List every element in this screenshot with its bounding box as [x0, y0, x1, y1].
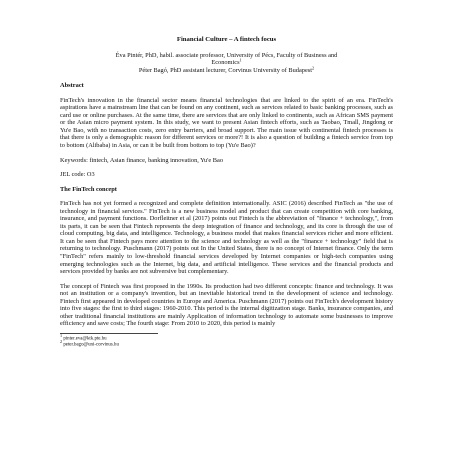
footnote-email: pinter.eva@ktk.pte.hu — [63, 336, 107, 342]
keywords: Keywords: fintech, Asian finance, banking innovation, Yu'e Bao — [60, 156, 223, 164]
author-line-3 — [60, 67, 393, 75]
footnote-number: 1 — [60, 332, 63, 338]
footnote-divider — [60, 333, 158, 334]
footnote-email: peter.bago@uni-corvinus.hu — [63, 343, 119, 349]
jel-code: JEL code: O3 — [60, 171, 95, 179]
author-line-1: Éva Pintér, PhD, habil. associate professor, University of Pécs, Faculty of Business and — [115, 51, 338, 59]
footnote-number: 2 — [60, 339, 63, 345]
paper-page — [60, 36, 393, 349]
footnote-ref-2: 2 — [312, 65, 315, 71]
section-paragraph-1: FinTech has not yet formed a recognized and complete definition internationally. ASIC (2016) described FinTech as "the use of technology in financial services." FinTech is a new business model and product that can create competition with core banking, insurance, and payment functions. Dorfleitner et al (2017) points out Fintech is the abbreviation of "finance + technology,", from its parts, it can be seen that Fintech represents the deep integration of finance and technology, and its core is through the use of cloud computing, big data, and intelligence. Technology, a business model that makes financial services richer and more efficient. It can be seen that Fintech pays more attention to the science and technology as well as the "finance + technology" field that is returning to technology. Puschmann (2017) points out In the United States, there is no concept of Internet finance. Only the term "FinTech" refers mainly to low-threshold financial services developed by Internet companies or high-tech companies using emerging technologies such as the Internet, big data, and artificial intelligence. These services and the financial products and services provided by banks are not subversive but complementary. — [60, 200, 393, 276]
author-block — [60, 52, 393, 75]
abstract-text: FinTech's innovation in the financial sector means financial technologies that are linked to the spirit of an era. FinTech's aspirations have a mainstream line that can be found on any continent, such as services related to basic banking processes, such as card use or online purchases. At the same time, there are services that are only linked to continents, such as African SMS payment or the Asian micro payment system. In this study, we want to present Asian fintech efforts, such as Taobao, Tmall, Jingdong or Yu'e Bao, with no transaction costs, zero entry barriers, and broad support. The main issue with continental fintech processes is that there is only a demographic reason for different services or more?! It is also a question of building a fintech service from top to bottom (Alibaba) in Asia, or can it be built from bottom to top (Yu'e Bao)? — [60, 96, 393, 150]
author-name-2: Péter Bagó, PhD assistant lecturer, Corvinus University of Budapest — [138, 66, 313, 74]
author-line-2 — [60, 59, 393, 67]
paper-title: Financial Culture – A fintech focus — [176, 36, 277, 43]
author-affiliation: Economics — [211, 59, 240, 67]
abstract-heading: Abstract — [60, 82, 84, 90]
section-heading: The FinTech concept — [60, 185, 117, 193]
section-paragraph-2: The concept of Fintech was first proposed in the 1990s. Its production had two different concepts: finance and technology. It was not an institution or a company's invention, but an inevitable historical trend in the development of science and technology. Fintech first appeared in developed countries in Europe and America. Puschmann (2017) points out FinTech's development history into five stages: the first to third stages: 1960-2010. This period is the internal digitization stage. Banks, insurance companies, and other traditional financial institutions are mainly Application of information technology to automate some businesses to improve efficiency and save costs; The fourth stage: From 2010 to 2020, this period is mainly — [60, 282, 393, 328]
footnote-ref-1: 1 — [239, 57, 242, 63]
